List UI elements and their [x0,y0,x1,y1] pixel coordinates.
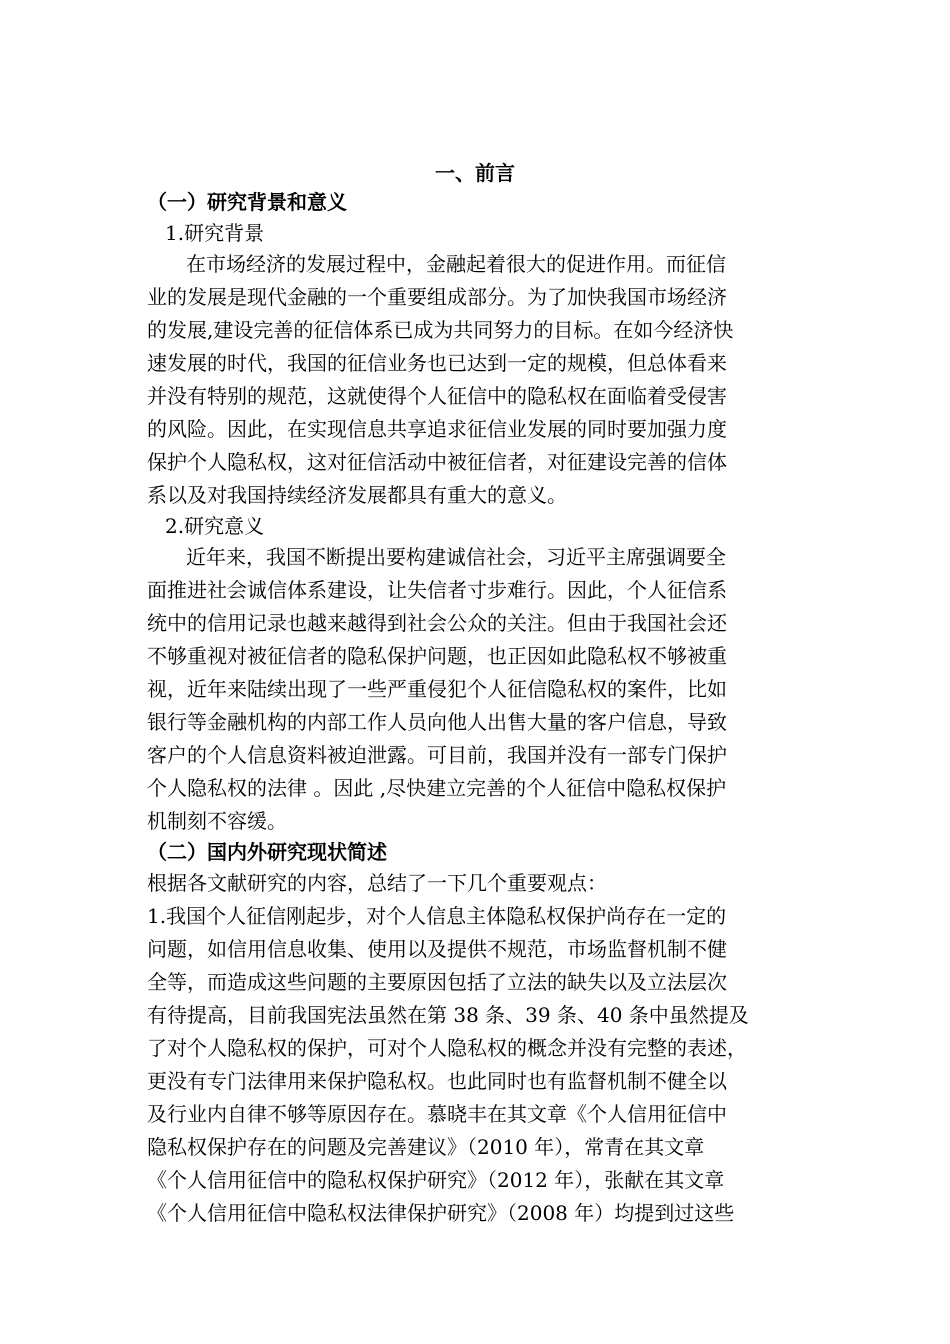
paragraph-line: 近年来，我国不断提出要构建诚信社会，习近平主席强调要全 [186,545,726,569]
paragraph-line: 统中的信用记录也越来越得到社会公众的关注。但由于我国社会还 [147,611,727,635]
paragraph-line: 《个人信用征信中隐私权法律保护研究》（2008 年）均提到过这些 [147,1201,735,1225]
paragraph-line: 面推进社会诚信体系建设，让失信者寸步难行。因此，个人征信系 [147,578,727,602]
paragraph-line: 全等，而造成这些问题的主要原因包括了立法的缺失以及立法层次 [147,970,727,994]
page-title: 一、前言 [435,161,515,185]
section-heading-research-status: （二）国内外研究现状简述 [147,840,387,864]
paragraph-line: 根据各文献研究的内容，总结了一下几个重要观点： [147,871,607,895]
paragraph-line: 及行业内自律不够等原因存在。慕晓丰在其文章《个人信用征信中 [147,1102,727,1126]
subsection-heading-research-significance: 2.研究意义 [165,514,265,538]
paragraph-line: 了对个人隐私权的保护，可对个人隐私权的概念并没有完整的表述， [147,1036,747,1060]
paragraph-line: 的发展,建设完善的征信体系已成为共同努力的目标。在如今经济快 [147,318,734,342]
subsection-heading-research-background: 1.研究背景 [165,221,265,245]
paragraph-line: 客户的个人信息资料被迫泄露。可目前，我国并没有一部专门保护 [147,743,727,767]
paragraph-line: 问题，如信用信息收集、使用以及提供不规范，市场监督机制不健 [147,937,727,961]
paragraph-line: 视，近年来陆续出现了一些严重侵犯个人征信隐私权的案件，比如 [147,677,727,701]
paragraph-line: 有待提高，目前我国宪法虽然在第 38 条、39 条、40 条中虽然提及 [147,1003,749,1027]
paragraph-line: 的风险。因此，在实现信息共享追求征信业发展的同时要加强力度 [147,417,727,441]
paragraph-line: 系以及对我国持续经济发展都具有重大的意义。 [147,483,567,507]
paragraph-line: 并没有特别的规范，这就使得个人征信中的隐私权在面临着受侵害 [147,384,727,408]
paragraph-line: 在市场经济的发展过程中，金融起着很大的促进作用。而征信 [186,252,726,276]
paragraph-line: 个人隐私权的法律 。因此 ,尽快建立完善的个人征信中隐私权保护 [147,776,727,800]
section-heading-background: （一）研究背景和意义 [147,190,347,214]
paragraph-line: 业的发展是现代金融的一个重要组成部分。为了加快我国市场经济 [147,285,727,309]
paragraph-line: 银行等金融机构的内部工作人员向他人出售大量的客户信息，导致 [147,710,727,734]
paragraph-line: 不够重视对被征信者的隐私保护问题，也正因如此隐私权不够被重 [147,644,727,668]
paragraph-line: 速发展的时代，我国的征信业务也已达到一定的规模，但总体看来 [147,351,727,375]
paragraph-line: 保护个人隐私权，这对征信活动中被征信者，对征建设完善的信体 [147,450,727,474]
paragraph-line: 更没有专门法律用来保护隐私权。也此同时也有监督机制不健全以 [147,1069,727,1093]
paragraph-line: 隐私权保护存在的问题及完善建议》（2010 年），常青在其文章 [147,1135,705,1159]
paragraph-line: 机制刻不容缓。 [147,809,287,833]
paragraph-line: 1.我国个人征信刚起步，对个人信息主体隐私权保护尚存在一定的 [147,904,727,928]
paragraph-line: 《个人信用征信中的隐私权保护研究》（2012 年），张献在其文章 [147,1168,725,1192]
